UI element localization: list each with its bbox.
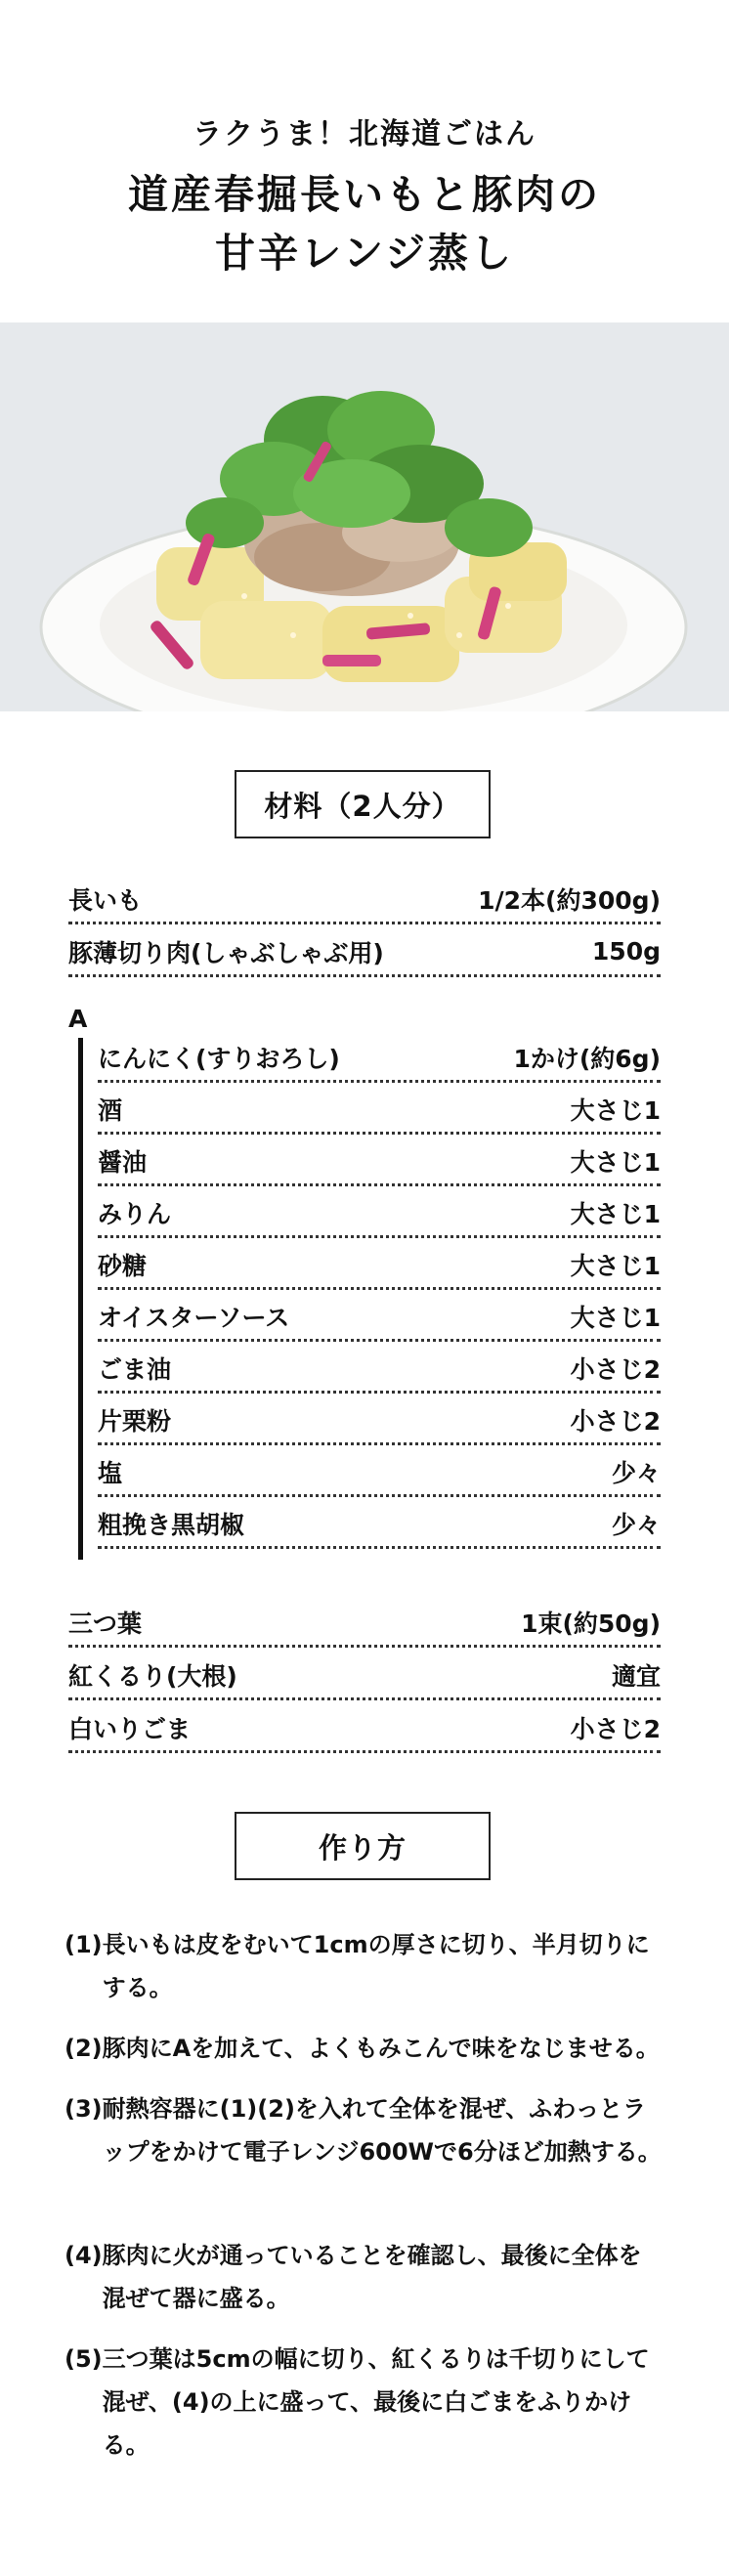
- ingredient-name: 塩: [98, 1458, 123, 1487]
- ingredient-name: 砂糖: [98, 1251, 148, 1280]
- step-number: (3): [64, 2095, 103, 2123]
- ingredient-name: ごま油: [98, 1354, 172, 1384]
- ingredient-amount: 1/2本(約300g): [478, 885, 661, 915]
- dish-photo: [0, 322, 729, 711]
- step-number: (2): [64, 2035, 103, 2062]
- ingredient-row: [98, 1293, 661, 1342]
- ingredient-row: [68, 1704, 661, 1753]
- recipe-title-line-1: 道産春掘長いもと豚肉の: [128, 171, 601, 218]
- ingredient-amount: 1束(約50g): [521, 1609, 661, 1638]
- step-number: (4): [64, 2242, 103, 2269]
- ingredient-row: [98, 1448, 661, 1497]
- ingredient-name: 片栗粉: [98, 1406, 172, 1436]
- method-step: [64, 2234, 663, 2320]
- dish-illustration: [0, 322, 729, 711]
- ingredient-row: [98, 1138, 661, 1186]
- ingredient-row: [98, 1086, 661, 1135]
- ingredient-amount: 小さじ2: [570, 1406, 661, 1436]
- step-text: 長いもは皮をむいて1cmの厚さに切り、半月切りにする。: [102, 1931, 650, 2001]
- ingredient-amount: 1かけ(約6g): [513, 1044, 661, 1073]
- method-step: [64, 2087, 663, 2173]
- ingredient-name: にんにく(すりおろし): [98, 1044, 340, 1073]
- ingredient-row: [98, 1034, 661, 1083]
- method-heading: 作り方: [235, 1812, 491, 1880]
- ingredient-name: 酒: [98, 1095, 123, 1125]
- seasoning-group-label: A: [68, 1005, 88, 1033]
- ingredient-name: 醤油: [98, 1147, 148, 1177]
- ingredient-name: 粗挽き黒胡椒: [98, 1510, 245, 1539]
- ingredient-name: オイスターソース: [98, 1303, 290, 1332]
- step-text: 耐熱容器に(1)(2)を入れて全体を混ぜ、ふわっとラップをかけて電子レンジ600Wで6分ほど加熱する。: [102, 2095, 662, 2166]
- step-text: 豚肉にAを加えて、よくもみこんで味をなじませる。: [102, 2035, 660, 2062]
- ingredient-name: 豚薄切り肉(しゃぶしゃぶ用): [68, 938, 384, 967]
- method-step: [64, 2027, 663, 2070]
- ingredient-amount: 大さじ1: [570, 1147, 661, 1177]
- ingredients-heading: 材料（2人分）: [235, 770, 491, 838]
- ingredient-amount: 大さじ1: [570, 1251, 661, 1280]
- ingredient-name: みりん: [98, 1199, 172, 1228]
- step-text: 豚肉に火が通っていることを確認し、最後に全体を混ぜて器に盛る。: [102, 2242, 642, 2312]
- method-step: [64, 1923, 663, 2009]
- ingredient-row: [98, 1189, 661, 1238]
- ingredient-amount: 大さじ1: [570, 1199, 661, 1228]
- ingredient-row: [98, 1241, 661, 1290]
- step-text: 三つ葉は5cmの幅に切り、紅くるりは千切りにして混ぜ、(4)の上に盛って、最後に白ごまをふりかける。: [102, 2345, 650, 2459]
- ingredient-amount: 小さじ2: [570, 1354, 661, 1384]
- ingredient-row: [68, 928, 661, 977]
- ingredient-name: 紅くるり(大根): [68, 1661, 237, 1691]
- ingredient-name: 長いも: [68, 885, 143, 915]
- ingredient-row: [68, 1652, 661, 1700]
- step-number: (1): [64, 1931, 103, 1958]
- recipe-title-line-2: 甘辛レンジ蒸し: [215, 230, 514, 277]
- ingredient-amount: 小さじ2: [570, 1714, 661, 1743]
- ingredient-row: [98, 1500, 661, 1549]
- ingredient-name: 三つ葉: [68, 1609, 143, 1638]
- ingredient-row: [68, 876, 661, 924]
- ingredient-row: [98, 1396, 661, 1445]
- ingredient-row: [98, 1345, 661, 1394]
- ingredient-amount: 適宜: [611, 1661, 661, 1691]
- ingredient-name: 白いりごま: [68, 1714, 192, 1743]
- ingredient-amount: 少々: [611, 1458, 661, 1487]
- series-subtitle: ラクうま！北海道ごはん: [193, 117, 536, 151]
- step-number: (5): [64, 2345, 103, 2373]
- seasoning-group-bar: [78, 1038, 83, 1560]
- ingredient-amount: 150g: [591, 937, 661, 966]
- method-step: [64, 2338, 663, 2467]
- ingredient-amount: 大さじ1: [570, 1303, 661, 1332]
- ingredient-amount: 大さじ1: [570, 1095, 661, 1125]
- ingredient-amount: 少々: [611, 1510, 661, 1539]
- ingredient-row: [68, 1599, 661, 1648]
